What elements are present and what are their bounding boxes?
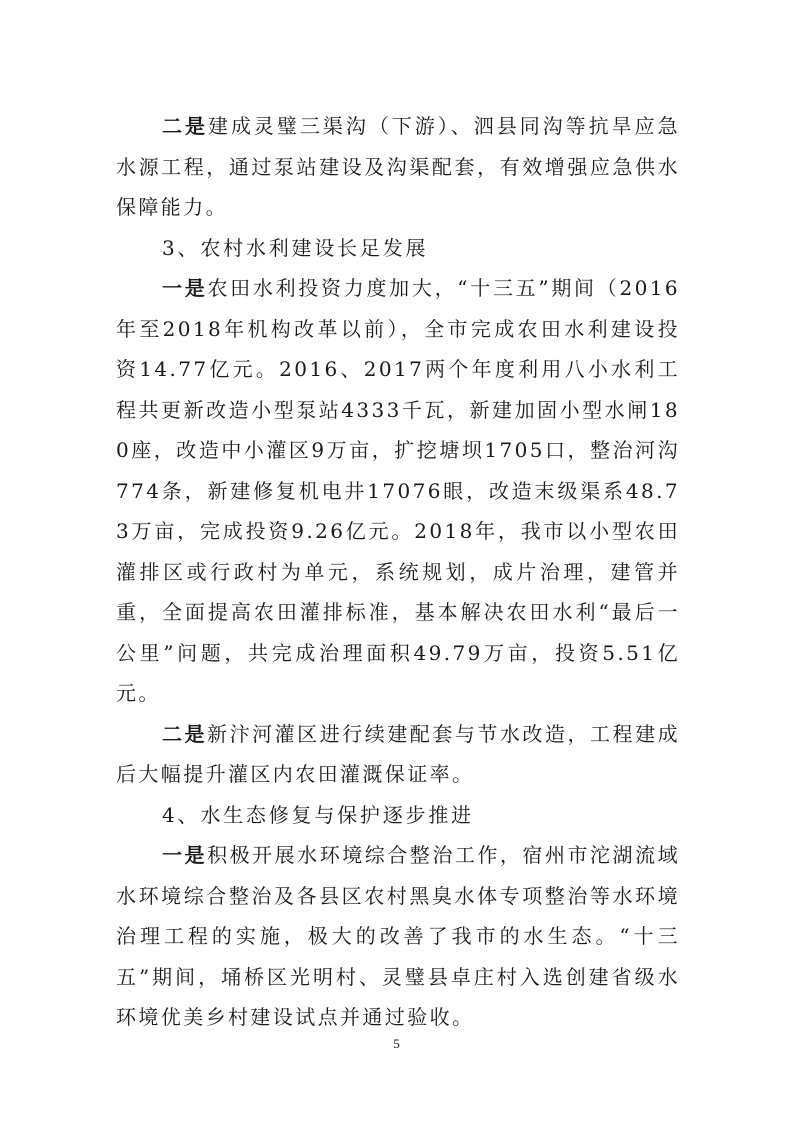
document-body bbox=[116, 106, 680, 1038]
section-heading-rural-water bbox=[116, 228, 680, 269]
page-number: 5 bbox=[393, 1036, 400, 1051]
section-heading-text: 3、农村水利建设长足发展 bbox=[162, 235, 429, 260]
paragraph-lead: 二是 bbox=[162, 114, 208, 138]
paragraph-text: 新汴河灌区进行续建配套与节水改造，工程建成后大幅提升灌区内农田灌溉保证率。 bbox=[116, 721, 680, 786]
paragraph-text: 积极开展水环境综合整治工作，宿州市沱湖流域水环境综合整治及各县区农村黑臭水体专项整治等水环境治理工程的实施，极大的改善了我市的水生态。“十三五”期间，埇桥区光明村、灵璧县卓庄村入选创建省级水环境优美乡村建设试点并通过验收。 bbox=[116, 843, 680, 1029]
paragraph-text: 农田水利投资力度加大，“十三五”期间（2016年至2018年机构改革以前），全市完成农田水利建设投资14.77亿元。2016、2017两个年度利用八小水利工程共更新改造小型泵站4333千瓦，新建加固小型水闸180座，改造中小灌区9万亩，扩挖塘坝1705口，整治河沟774条，新建修复机电井17076眼，改造末级渠系48.73万亩，完成投资9.26亿元。2018年，我市以小型农田灌排区或行政村为单元，系统规划，成片治理，建管并重，全面提高农田灌排标准，基本解决农田水利“最后一公里”问题，共完成治理面积49.79万亩，投资5.51亿元。 bbox=[116, 276, 680, 705]
paragraph-lead: 二是 bbox=[162, 721, 208, 746]
paragraph-irrigation-district bbox=[116, 714, 680, 795]
section-heading-text: 4、水生态修复与保护逐步推进 bbox=[162, 802, 474, 827]
section-heading-water-ecology bbox=[116, 795, 680, 836]
paragraph-lead: 一是 bbox=[162, 843, 208, 867]
paragraph-text: 建成灵璧三渠沟（下游）、泗县同沟等抗旱应急水源工程，通过泵站建设及沟渠配套，有效增强应急供水保障能力。 bbox=[116, 114, 680, 219]
paragraph-lead: 一是 bbox=[162, 276, 208, 300]
paragraph-water-environment bbox=[116, 835, 680, 1038]
paragraph-farmland-investment bbox=[116, 268, 680, 714]
paragraph-emergency-water-source bbox=[116, 106, 680, 228]
